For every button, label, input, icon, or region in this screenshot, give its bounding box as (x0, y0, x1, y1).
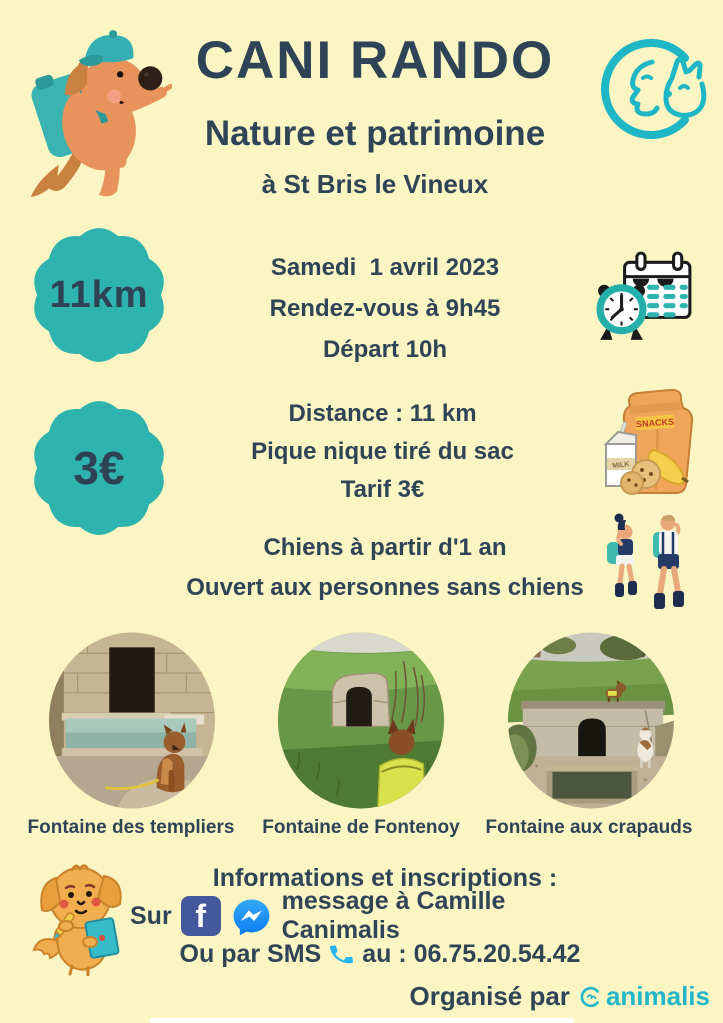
photo-caption-templiers: Fontaine des templiers (27, 817, 235, 838)
running-dog-mascot (20, 14, 172, 205)
schedule-meeting-time: Rendez-vous à 9h45 (269, 295, 501, 322)
contact-social-line (130, 887, 630, 944)
schedule-start-time: Départ 10h (322, 336, 448, 363)
conditions-dogs-age: Chiens à partir d'1 an (263, 534, 507, 561)
canimalis-logo-icon (588, 22, 713, 162)
conditions-open-to-all: Ouvert aux personnes sans chiens (186, 574, 584, 601)
details-price: Tarif 3€ (340, 476, 425, 503)
phone-icon (328, 941, 355, 968)
footer-credit (360, 981, 710, 1012)
contact-sms-suffix: au : 06.75.20.54.42 (362, 939, 581, 968)
puppy-tablet-mascot (26, 854, 138, 981)
schedule-date: Samedi 1 avril 2023 (270, 254, 500, 281)
price-badge (24, 393, 174, 543)
svg-text:MILK: MILK (611, 461, 630, 470)
facebook-letter: f (195, 898, 206, 934)
photo-fontaine-fontenoy (277, 631, 445, 810)
facebook-icon (181, 896, 221, 936)
contact-sms-line (130, 937, 630, 971)
details-picnic: Pique nique tiré du sac (251, 438, 514, 465)
contact-sms-prefix: Ou par SMS (179, 939, 322, 968)
contact-social-suffix: message à Camille Canimalis (281, 887, 506, 944)
brand-name-text: animalis (605, 981, 710, 1011)
photo-caption-fontenoy: Fontaine de Fontenoy (262, 817, 460, 838)
location-line: à St Bris le Vineux (261, 169, 489, 199)
conditions-block (125, 528, 645, 608)
photo-fontaine-crapauds (507, 631, 675, 810)
distance-badge-label: 11km (49, 273, 149, 316)
photo-fontaine-templiers (48, 631, 216, 810)
contact-heading: Informations et inscriptions : (212, 864, 558, 892)
messenger-icon (230, 895, 273, 938)
subtitle: Nature et patrimoine (204, 114, 546, 153)
details-distance: Distance : 11 km (288, 400, 477, 427)
page-title: CANI RANDO (195, 31, 555, 90)
organized-by-text: Organisé par (409, 981, 570, 1011)
snacks-bag-icon (596, 386, 701, 503)
schedule-block (190, 247, 580, 370)
distance-badge (24, 220, 174, 370)
canimalis-mini-logo-icon (580, 986, 602, 1008)
details-block (180, 395, 585, 509)
price-badge-label: 3€ (73, 442, 125, 494)
svg-text:SNACKS: SNACKS (635, 416, 675, 430)
hikers-icon (600, 506, 695, 623)
photo-caption-crapauds: Fontaine aux crapauds (485, 817, 693, 838)
contact-social-prefix: Sur (130, 901, 172, 930)
calendar-clock-icon (594, 246, 696, 353)
bottom-handle-bar (150, 1018, 574, 1023)
